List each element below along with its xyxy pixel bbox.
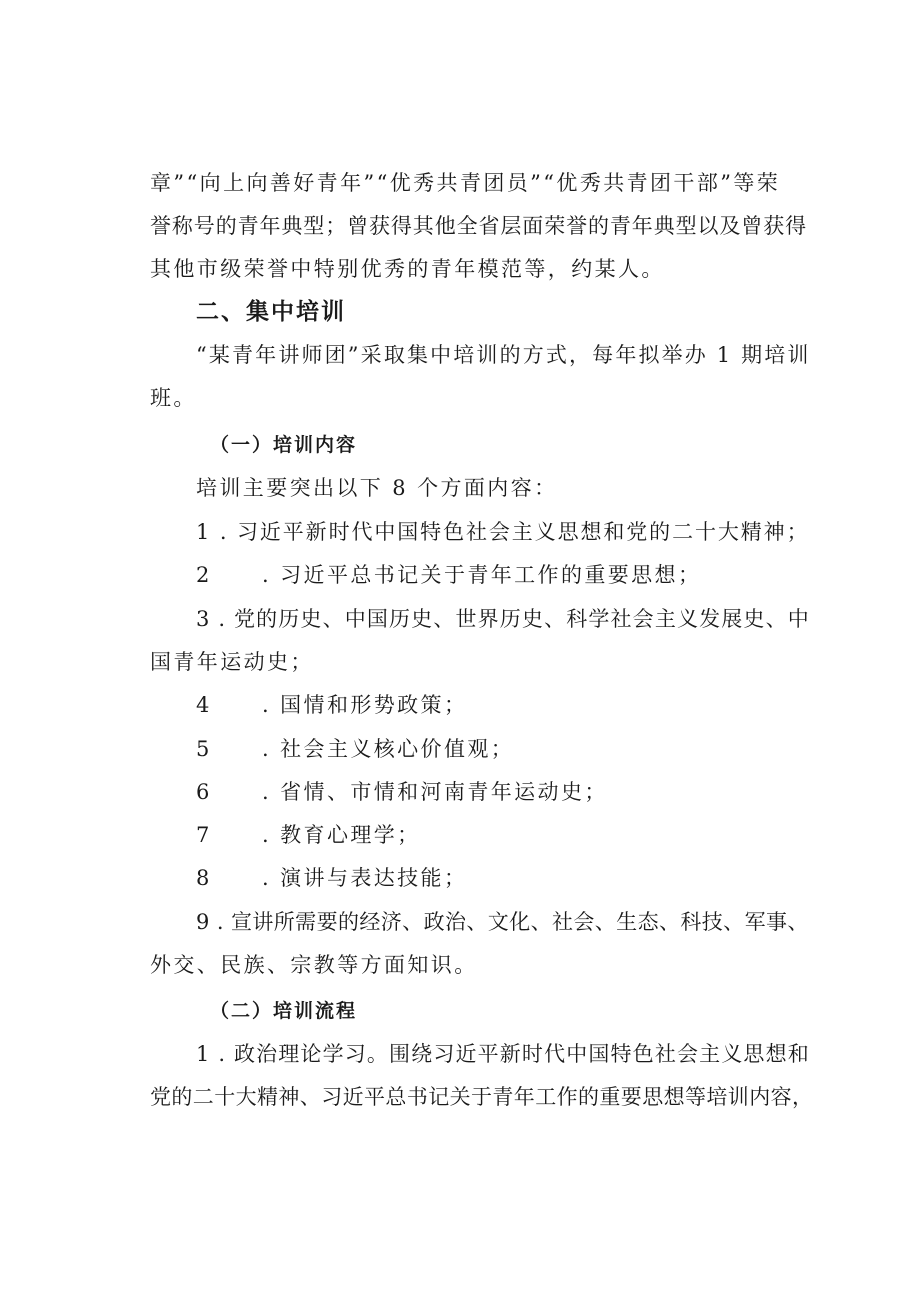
intro-line-1: 章”“向上向善好青年”“优秀共青团员”“优秀共青团干部”等荣	[150, 171, 781, 195]
subsection-title-training-process: （二）培训流程	[210, 1000, 358, 1022]
intro-line-3: 其他市级荣誉中特别优秀的青年模范等，约某人。	[150, 257, 665, 281]
section-title-centralized-training: 二、集中培训	[196, 299, 346, 325]
section-intro-line-1: “某青年讲师团”采取集中培训的方式，每年拟举办 1 期培训	[196, 343, 811, 367]
list-item-9-line-1: 9 . 宣讲所需要的经济、政治、文化、社会、生态、科技、军事、	[196, 910, 809, 934]
list-item-1: 1 . 习近平新时代中国特色社会主义思想和党的二十大精神；	[196, 520, 810, 544]
list-item-4-number: 4	[196, 693, 212, 717]
list-item-5-number: 5	[196, 737, 212, 761]
list-item-7-text: . 教育心理学；	[262, 823, 421, 847]
list-item-5-text: . 社会主义核心价值观；	[262, 737, 515, 761]
list-item-6-number: 6	[196, 780, 212, 804]
list-item-4	[196, 690, 467, 720]
list-item-9-line-2: 外交、民族、宗教等方面知识。	[150, 953, 478, 977]
list-item-6	[196, 777, 608, 807]
list-item-6-text: . 省情、市情和河南青年运动史；	[262, 780, 608, 804]
list-item-8	[196, 863, 467, 893]
process-line-1: 1 . 政治理论学习。围绕习近平新时代中国特色社会主义思想和	[196, 1042, 810, 1066]
list-item-2-number: 2	[196, 563, 212, 587]
content-intro: 培训主要突出以下 8 个方面内容：	[196, 476, 558, 500]
list-item-2	[196, 560, 701, 590]
list-item-8-text: . 演讲与表达技能；	[262, 866, 468, 890]
list-item-8-number: 8	[196, 866, 212, 890]
list-item-7-number: 7	[196, 823, 212, 847]
list-item-2-text: . 习近平总书记关于青年工作的重要思想；	[262, 563, 702, 587]
list-item-4-text: . 国情和形势政策；	[262, 693, 468, 717]
process-line-2: 党的二十大精神、习近平总书记关于青年工作的重要思想等培训内容，	[150, 1085, 814, 1109]
section-intro-line-2: 班。	[150, 386, 197, 410]
list-item-7	[196, 820, 421, 850]
list-item-5	[196, 734, 514, 764]
subsection-title-training-content: （一）培训内容	[210, 434, 358, 456]
intro-line-2: 誉称号的青年典型；曾获得其他全省层面荣誉的青年典型以及曾获得	[150, 214, 807, 238]
list-item-3-line-1: 3 . 党的历史、中国历史、世界历史、科学社会主义发展史、中	[196, 607, 810, 631]
list-item-3-line-2: 国青年运动史；	[150, 650, 314, 674]
